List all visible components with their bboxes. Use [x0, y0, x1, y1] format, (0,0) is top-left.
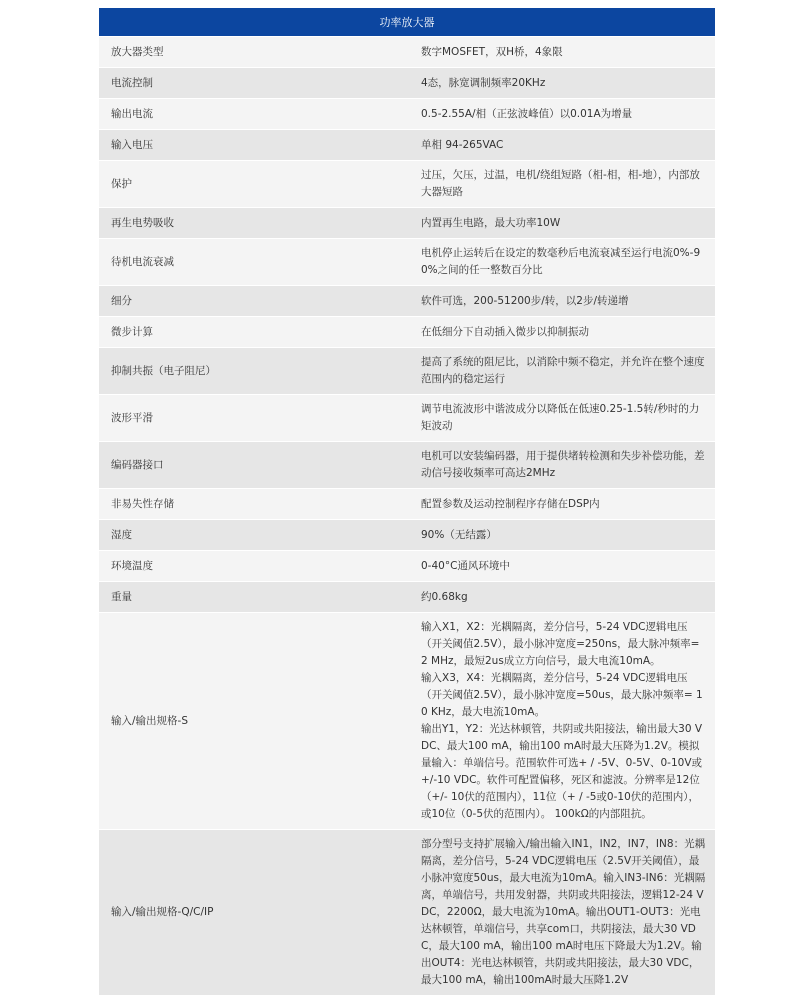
row-value: 在低细分下自动插入微步以抑制振动	[407, 317, 715, 348]
row-label: 非易失性存储	[99, 489, 407, 520]
table-row	[99, 99, 715, 130]
table-row	[99, 582, 715, 613]
table-row	[99, 286, 715, 317]
row-label: 输出电流	[99, 99, 407, 130]
table-row	[99, 68, 715, 99]
row-label: 待机电流衰减	[99, 239, 407, 286]
table-row	[99, 442, 715, 489]
table-row	[99, 161, 715, 208]
row-value: 电机停止运转后在设定的数毫秒后电流衰减至运行电流0%-90%之间的任一整数百分比	[407, 239, 715, 286]
row-label: 编码器接口	[99, 442, 407, 489]
spec-table	[99, 8, 715, 996]
row-value: 内置再生电路，最大功率10W	[407, 208, 715, 239]
table-row	[99, 208, 715, 239]
row-value: 过压，欠压，过温，电机/绕组短路（相-相，相-地），内部放大器短路	[407, 161, 715, 208]
table-row	[99, 830, 715, 996]
row-value: 0.5-2.55A/相（正弦波峰值）以0.01A为增量	[407, 99, 715, 130]
table-title: 功率放大器	[99, 8, 715, 37]
table-row	[99, 317, 715, 348]
row-label: 湿度	[99, 520, 407, 551]
row-label: 波形平滑	[99, 395, 407, 442]
row-label: 微步计算	[99, 317, 407, 348]
table-row	[99, 37, 715, 68]
table-row	[99, 130, 715, 161]
row-value: 部分型号支持扩展输入/输出输入IN1，IN2，IN7，IN8：光耦隔离，差分信号，5-24 VDC逻辑电压（2.5V开关阈值），最小脉冲宽度50us，最大电流为10mA。输入IN3-IN6：光耦隔离，单端信号，共用发射器，共阴或共阳接法，逻辑12-24 VDC，2200Ω，最大电流为10mA。输出OUT1-OUT3：光电达林顿管，单端信号，共享com口，共阴接法，最大30 VDC，最大100 mA，输出100 mA时电压下降最大为1.2V。输出OUT4：光电达林顿管，共阴或共阳接法，最大30 VDC，最大100 mA，输出100mA时最大压降1.2V	[407, 830, 715, 996]
row-value: 软件可选，200-51200步/转，以2步/转递增	[407, 286, 715, 317]
row-value: 4态，脉宽调制频率20KHz	[407, 68, 715, 99]
row-label: 环境温度	[99, 551, 407, 582]
row-label: 再生电势吸收	[99, 208, 407, 239]
row-label: 输入/输出规格-Q/C/IP	[99, 830, 407, 996]
row-value: 90%（无结露）	[407, 520, 715, 551]
row-value: 输入X1，X2：光耦隔离，差分信号，5-24 VDC逻辑电压（开关阈值2.5V），最小脉冲宽度=250ns，最大脉冲频率= 2 MHz，最短2us成立方向信号，最大电流10mA。 输入X3，X4：光耦隔离，差分信号，5-24 VDC逻辑电压（开关阈值2.5V），最小脉冲宽度=50us，最大脉冲频率= 10 KHz，最大电流10mA。 输出Y1，Y2：光达林顿管，共阴或共阳接法，输出最大30 VDC、最大100 mA，输出100 mA时最大压降为1.2V。模拟量输入：单端信号。范围软件可选+ / -5V、0-5V、0-10V或+/-10 VDC。软件可配置偏移，死区和滤波。分辨率是12位（+/- 10伏的范围内），11位（+ / -5或0-10伏的范围内），或10位（0-5伏的范围内）。 100kΩ的内部阻抗。	[407, 613, 715, 830]
row-value: 提高了系统的阻尼比，以消除中频不稳定，并允许在整个速度范围内的稳定运行	[407, 348, 715, 395]
table-row	[99, 551, 715, 582]
row-value: 约0.68kg	[407, 582, 715, 613]
row-value: 电机可以安装编码器，用于提供堵转检测和失步补偿功能，差动信号接收频率可高达2MHz	[407, 442, 715, 489]
row-value: 单相 94-265VAC	[407, 130, 715, 161]
row-label: 保护	[99, 161, 407, 208]
row-value: 数字MOSFET，双H桥，4象限	[407, 37, 715, 68]
table-row	[99, 395, 715, 442]
row-label: 输入电压	[99, 130, 407, 161]
row-label: 抑制共振（电子阻尼）	[99, 348, 407, 395]
row-value: 0-40°C通风环境中	[407, 551, 715, 582]
table-row	[99, 520, 715, 551]
table-row	[99, 348, 715, 395]
row-value: 调节电流波形中谐波成分以降低在低速0.25-1.5转/秒时的力矩波动	[407, 395, 715, 442]
table-row	[99, 489, 715, 520]
row-label: 电流控制	[99, 68, 407, 99]
row-label: 细分	[99, 286, 407, 317]
table-header-row	[99, 8, 715, 37]
row-label: 输入/输出规格-S	[99, 613, 407, 830]
table-row	[99, 613, 715, 830]
row-label: 放大器类型	[99, 37, 407, 68]
table-row	[99, 239, 715, 286]
row-value: 配置参数及运动控制程序存储在DSP内	[407, 489, 715, 520]
row-label: 重量	[99, 582, 407, 613]
